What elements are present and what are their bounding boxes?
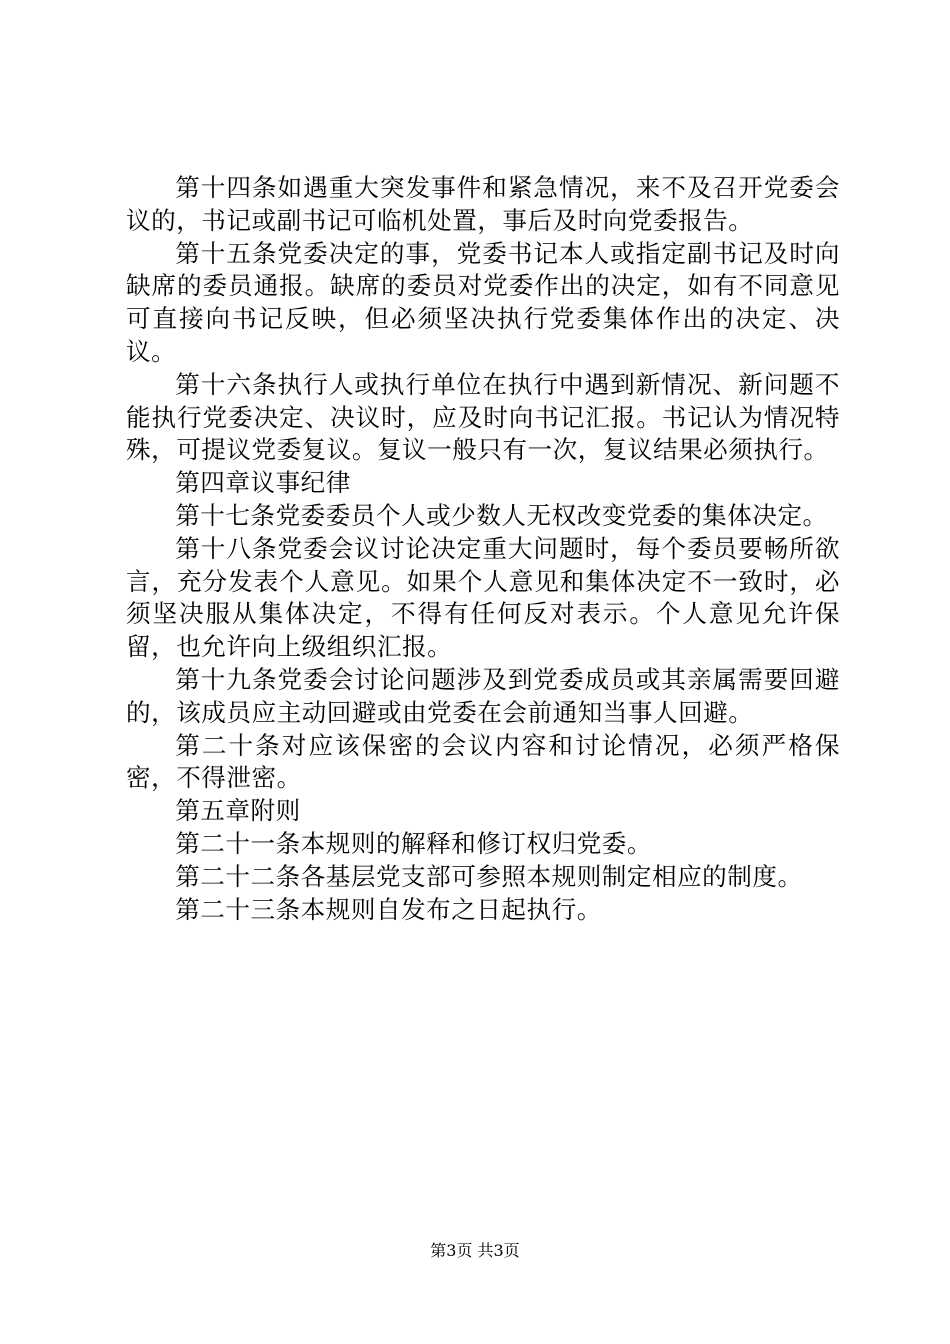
chapter-heading-4: 第四章议事纪律 — [175, 468, 351, 498]
paragraph-article-15: 第十五条党委决定的事，党委书记本人或指定副书记及时向缺席的委员通报。缺席的委员对党委作出的决定，如有不同意见可直接向书记反映，但必须坚决执行党委集体作出的决定、决议。 — [126, 238, 840, 366]
page-number-footer: 第3页 共3页 — [430, 1241, 520, 1260]
paragraph-article-21: 第二十一条本规则的解释和修订权归党委。 — [175, 828, 652, 858]
paragraph-article-14: 第十四条如遇重大突发事件和紧急情况，来不及召开党委会议的，书记或副书记可临机处置，事后及时向党委报告。 — [126, 173, 840, 235]
paragraph-article-23: 第二十三条本规则自发布之日起执行。 — [175, 894, 602, 924]
paragraph-article-20: 第二十条对应该保密的会议内容和讨论情况，必须严格保密，不得泄密。 — [126, 730, 840, 793]
document-body — [126, 172, 840, 926]
paragraph-article-19: 第十九条党委会讨论问题涉及到党委成员或其亲属需要回避的，该成员应主动回避或由党委在会前通知当事人回避。 — [126, 664, 840, 727]
paragraph-article-18: 第十八条党委会议讨论决定重大问题时，每个委员要畅所欲言，充分发表个人意见。如果个人意见和集体决定不一致时，必须坚决服从集体决定，不得有任何反对表示。个人意见允许保留，也允许向上级组织汇报。 — [126, 533, 840, 662]
paragraph-article-17: 第十七条党委委员个人或少数人无权改变党委的集体决定。 — [175, 500, 828, 530]
chapter-heading-5: 第五章附则 — [175, 796, 301, 826]
paragraph-article-16: 第十六条执行人或执行单位在执行中遇到新情况、新问题不能执行党委决定、决议时，应及时向书记汇报。书记认为情况特殊，可提议党委复议。复议一般只有一次，复议结果必须执行。 — [126, 369, 840, 465]
paragraph-article-22: 第二十二条各基层党支部可参照本规则制定相应的制度。 — [175, 861, 803, 891]
